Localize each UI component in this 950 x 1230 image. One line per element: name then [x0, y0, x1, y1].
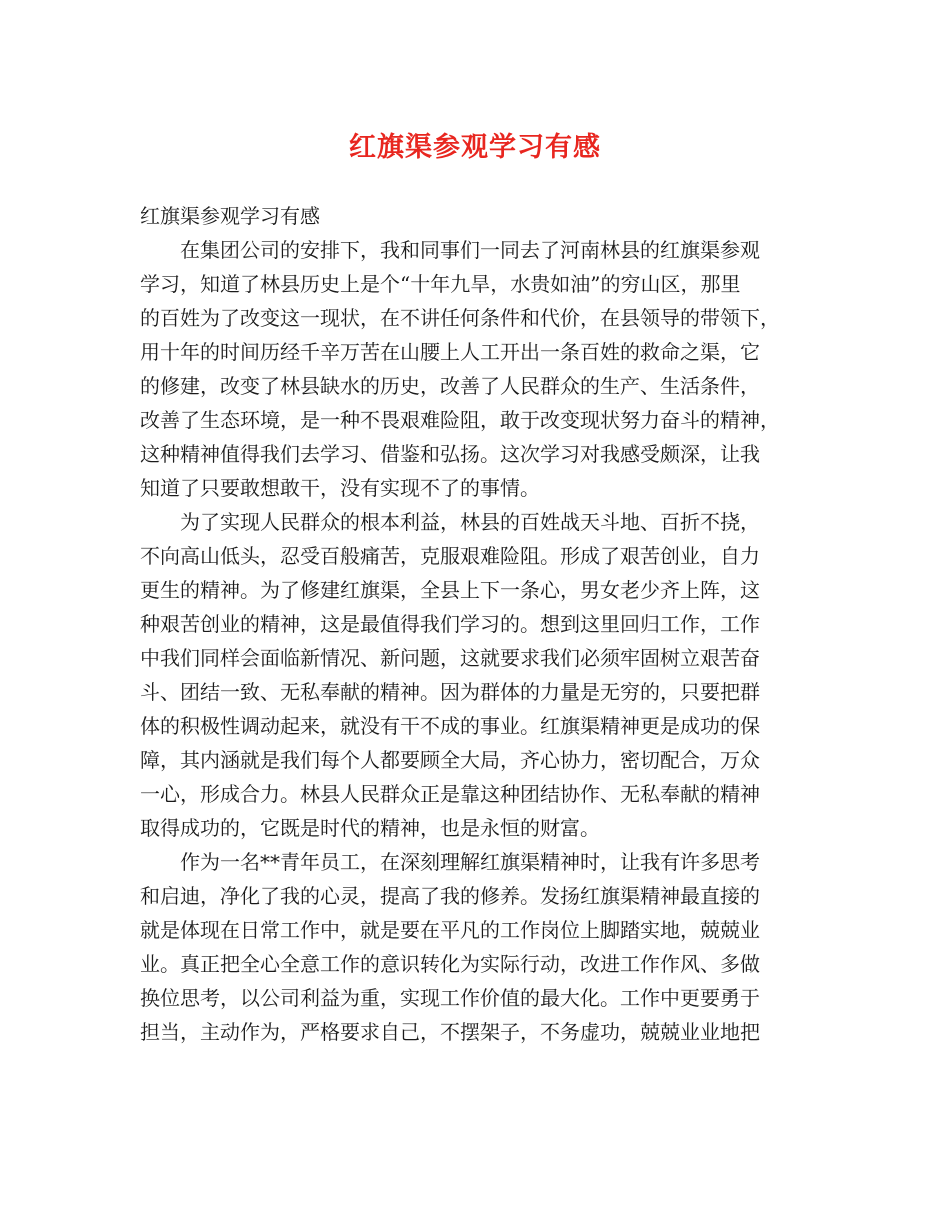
paragraph-1-line-4: 用十年的时间历经千辛万苦在山腰上人工开出一条百姓的救命之渠，它 — [140, 340, 760, 364]
paragraph-2-line-8: 障，其内涵就是我们每个人都要顾全大局，齐心协力，密切配合，万众 — [140, 748, 760, 772]
paragraph-2-line-4: 种艰苦创业的精神，这是最值得我们学习的。想到这里回归工作，工作 — [140, 612, 760, 636]
paragraph-1-line-7: 这种精神值得我们去学习、借鉴和弘扬。这次学习对我感受颇深，让我 — [140, 442, 760, 466]
paragraph-1-line-2: 学习，知道了林县历史上是个“十年九旱，水贵如油”的穷山区，那里 — [140, 272, 741, 296]
paragraph-3-line-5: 换位思考，以公司利益为重，实现工作价值的最大化。工作中更要勇于 — [140, 986, 760, 1010]
document-body — [140, 199, 820, 1049]
paragraph-2-line-9: 一心，形成合力。林县人民群众正是靠这种团结协作、无私奉献的精神 — [140, 782, 760, 806]
subtitle-line: 红旗渠参观学习有感 — [140, 204, 320, 228]
paragraph-1-line-6: 改善了生态环境，是一种不畏艰难险阻，敢于改变现状努力奋斗的精神， — [140, 408, 780, 432]
paragraph-2-line-3: 更生的精神。为了修建红旗渠，全县上下一条心，男女老少齐上阵，这 — [140, 578, 760, 602]
paragraph-2-line-10: 取得成功的，它既是时代的精神，也是永恒的财富。 — [140, 816, 600, 840]
paragraph-2-line-1: 为了实现人民群众的根本利益，林县的百姓战天斗地、百折不挠， — [180, 510, 760, 534]
paragraph-3-line-2: 和启迪，净化了我的心灵，提高了我的修养。发扬红旗渠精神最直接的 — [140, 884, 760, 908]
paragraph-3-line-1: 作为一名**青年员工，在深刻理解红旗渠精神时，让我有许多思考 — [180, 850, 760, 874]
paragraph-3-line-4: 业。真正把全心全意工作的意识转化为实际行动，改进工作作风、多做 — [140, 952, 760, 976]
paragraph-3-line-6: 担当，主动作为，严格要求自己，不摆架子，不务虚功，兢兢业业地把 — [140, 1020, 760, 1044]
paragraph-3-line-3: 就是体现在日常工作中，就是要在平凡的工作岗位上脚踏实地，兢兢业 — [140, 918, 760, 942]
paragraph-2-line-2: 不向高山低头，忍受百般痛苦，克服艰难险阻。形成了艰苦创业，自力 — [140, 544, 760, 568]
paragraph-1-line-1: 在集团公司的安排下，我和同事们一同去了河南林县的红旗渠参观 — [180, 238, 760, 262]
paragraph-2-line-5: 中我们同样会面临新情况、新问题，这就要求我们必须牢固树立艰苦奋 — [140, 646, 760, 670]
paragraph-2-line-6: 斗、团结一致、无私奉献的精神。因为群体的力量是无穷的，只要把群 — [140, 680, 760, 704]
paragraph-1-line-3: 的百姓为了改变这一现状，在不讲任何条件和代价，在县领导的带领下， — [140, 306, 780, 330]
paragraph-2-line-7: 体的积极性调动起来，就没有干不成的事业。红旗渠精神更是成功的保 — [140, 714, 760, 738]
paragraph-1-line-8: 知道了只要敢想敢干，没有实现不了的事情。 — [140, 476, 540, 500]
document-title: 红旗渠参观学习有感 — [349, 132, 601, 163]
paragraph-1-line-5: 的修建，改变了林县缺水的历史，改善了人民群众的生产、生活条件， — [140, 374, 760, 398]
